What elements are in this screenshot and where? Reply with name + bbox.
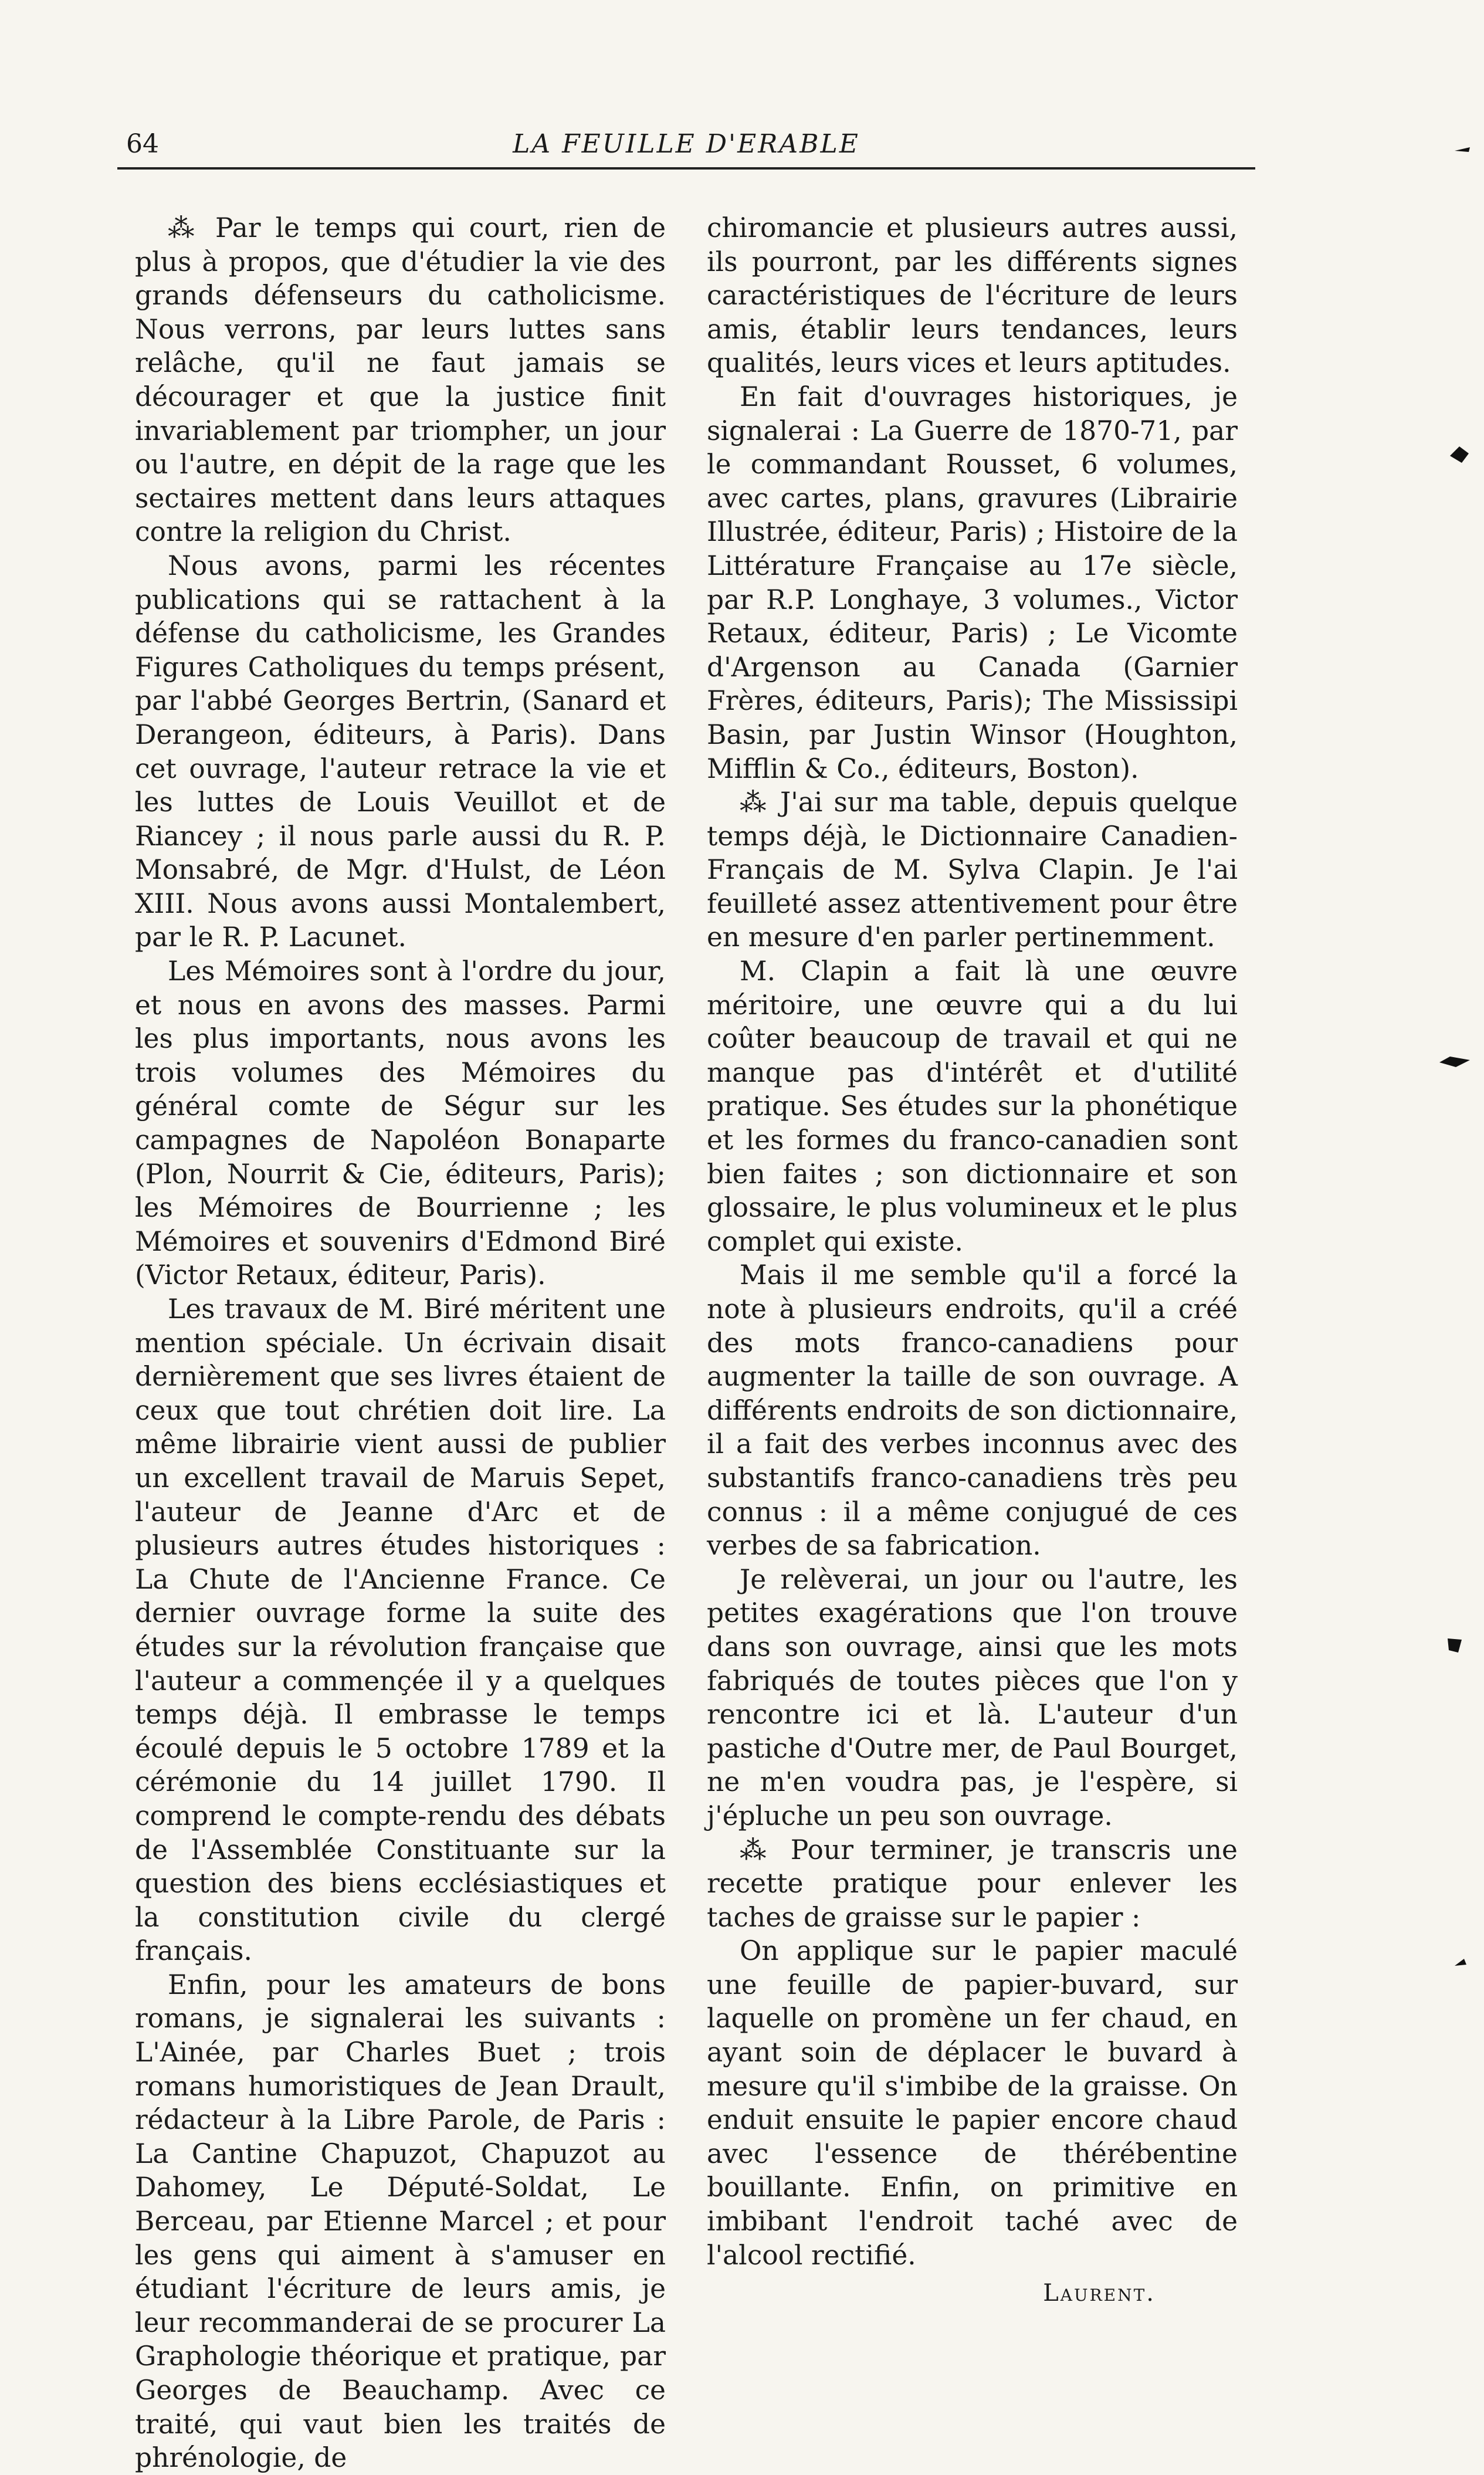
paragraph: Les travaux de M. Biré méritent une mention spéciale. Un écrivain disait dernièrement que ses livres étaient de ceux que tout chrétien doit lire. La même librairie vient aussi de publier un excellent travail de Maruis Sepet, l'auteur de Jeanne d'Arc et de plusieurs autres études historiques : La Chute de l'Ancienne France. Ce dernier ouvrage forme la suite des études sur la révolution française que l'auteur a commençée il y a quelques temps déjà. Il embrasse le temps écoulé depuis le 5 octobre 1789 et la cérémonie du 14 juillet 1790. Il comprend le compte-rendu des débats de l'Assemblée Constituante sur la question des biens ecclésiastiques et la constitution civile du clergé français. bbox=[135, 1294, 666, 1967]
margin-speck-icon bbox=[1444, 1634, 1465, 1655]
margin-speck-icon bbox=[1453, 144, 1471, 155]
running-title: LA FEUILLE D'ERABLE bbox=[513, 129, 860, 159]
paragraph: Les Mémoires sont à l'ordre du jour, et nous en avons des masses. Parmi les plus importants, nous avons les trois volumes des Mémoires du général comte de Ségur sur les campagnes de Napoléon Bonaparte (Plon, Nourrit & Cie, éditeurs, Paris); les Mémoires de Bourrienne ; les Mémoires et souvenirs d'Edmond Biré (Victor Retaux, éditeur, Paris). bbox=[135, 956, 666, 1291]
paragraph: Mais il me semble qu'il a forcé la note à plusieurs endroits, qu'il a créé des mots franco-canadiens pour augmenter la taille de son ouvrage. A différents endroits de son dictionnaire, il a fait des verbes inconnus avec des substantifs franco-canadiens très peu connus : il a même conjugué de ces verbes de sa fabrication. bbox=[707, 1259, 1238, 1562]
paragraph: En fait d'ouvrages historiques, je signalerai : La Guerre de 1870-71, par le commandant Rousset, 6 volumes, avec cartes, plans, gravures (Librairie Illustrée, éditeur, Paris) ; Histoire de la Littérature Française au 17e siècle, par R.P. Longhaye, 3 volumes., Victor Retaux, éditeur, Paris) ; Le Vicomte d'Argenson au Canada (Garnier Frères, éditeurs, Paris); The Mississipi Basin, par Justin Winsor (Houghton, Mifflin & Co., éditeurs, Boston). bbox=[707, 381, 1238, 784]
paragraph: Nous avons, parmi les récentes publications qui se rattachent à la défense du catholicisme, les Grandes Figures Catholiques du temps présent, par l'abbé Georges Bertrin, (Sanard et Derangeon, éditeurs, à Paris). Dans cet ouvrage, l'auteur retrace la vie et les luttes de Louis Veuillot et de Riancey ; il nous parle aussi du R. P. Monsabré, de Mgr. d'Hulst, de Léon XIII. Nous avons aussi Montalembert, par le R. P. Lacunet. bbox=[135, 550, 666, 953]
paragraph: Enfin, pour les amateurs de bons romans, je signalerai les suivants : L'Ainée, par Charles Buet ; trois romans humoristiques de Jean Drault, rédacteur à la Libre Parole, de Paris : La Cantine Chapuzot, Chapuzot au Dahomey, Le Député-Soldat, Le Berceau, par Etienne Marcel ; et pour les gens qui aiment à s'amuser en étudiant l'écriture de leurs amis, je leur recommanderai de se procurer La Graphologie théorique et pratique, par Georges de Beauchamp. Avec ce traité, qui vaut bien les traités de phrénologie, de bbox=[135, 1969, 666, 2474]
page-header bbox=[117, 114, 1255, 170]
paragraph: On applique sur le papier maculé une feuille de papier-buvard, sur laquelle on promène un fer chaud, en ayant soin de déplacer le buvard à mesure qu'il s'imbibe de la graisse. On enduit ensuite le papier encore chaud avec l'essence de thérébentine bouillante. Enfin, on primitive en imbibant l'endroit taché avec de l'alcool rectifié. bbox=[707, 1935, 1238, 2271]
paragraph: ⁂ Par le temps qui court, rien de plus à propos, que d'étudier la vie des grands défenseurs du catholicisme. Nous verrons, par leurs luttes sans relâche, qu'il ne faut jamais se décourager et que la justice finit invariablement par triompher, un jour ou l'autre, en dépit de la rage que les sectaires mettent dans leurs attaques contre la religion du Christ. bbox=[135, 212, 666, 548]
margin-speck-icon bbox=[1453, 1956, 1468, 1968]
paragraph: ⁂ Pour terminer, je transcris une recette pratique pour enlever les taches de graisse sur le papier : bbox=[707, 1834, 1238, 1933]
paragraph: M. Clapin a fait là une œuvre méritoire, une œuvre qui a du lui coûter beaucoup de travail et qui ne manque pas d'intérêt et d'utilité pratique. Ses études sur la phonétique et les formes du franco-canadien sont bien faites ; son dictionnaire et son glossaire, le plus volumineux et le plus complet qui existe. bbox=[707, 956, 1238, 1257]
paragraph: ⁂ J'ai sur ma table, depuis quelque temps déjà, le Dictionnaire Canadien-Français de M. Sylva Clapin. Je l'ai feuilleté assez attentivement pour être en mesure d'en parler pertinemment. bbox=[707, 787, 1238, 953]
left-column bbox=[135, 211, 666, 2475]
margin-speck-icon bbox=[1448, 443, 1471, 466]
page-number: 64 bbox=[126, 129, 159, 159]
paragraph: chiromancie et plusieurs autres aussi, ils pourront, par les différents signes caractéristiques de l'écriture de leurs amis, établir leurs tendances, leurs qualités, leurs vices et leurs aptitudes. bbox=[707, 212, 1238, 379]
right-column bbox=[707, 211, 1238, 2311]
margin-speck-icon bbox=[1438, 1053, 1471, 1071]
author-signature: Laurent. bbox=[1043, 2280, 1156, 2307]
paragraph: Je relèverai, un jour ou l'autre, les petites exagérations que l'on trouve dans son ouvrage, ainsi que les mots fabriqués de toutes pièces que l'on y rencontre ici et là. L'auteur d'un pastiche d'Outre mer, de Paul Bourget, ne m'en voudra pas, je l'espère, si j'épluche un peu son ouvrage. bbox=[707, 1563, 1238, 1831]
